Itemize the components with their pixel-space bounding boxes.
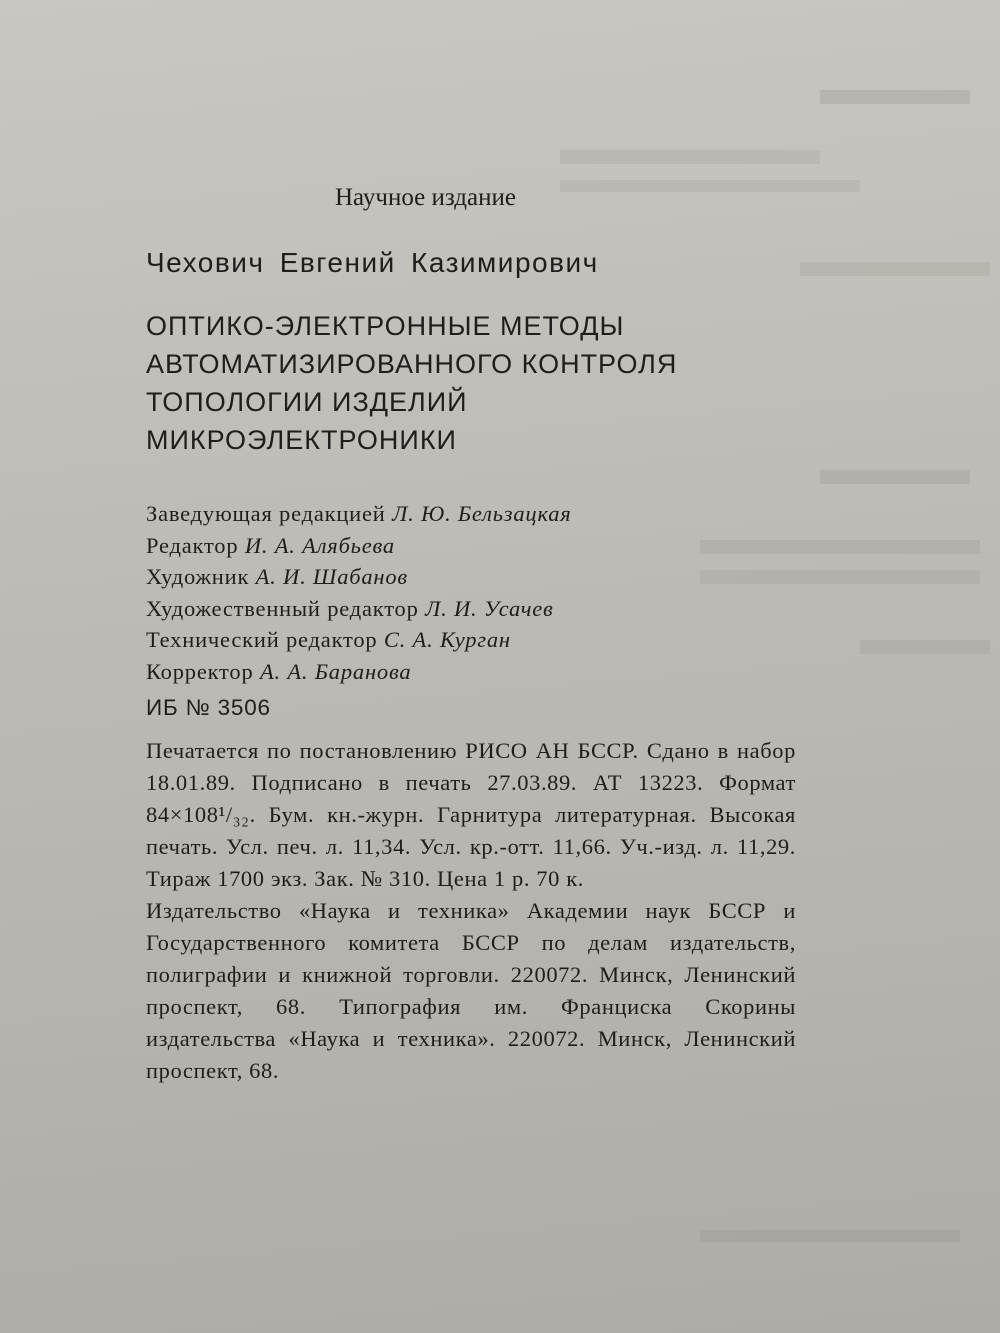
credit-name: И. А. Алябьева [244,532,395,558]
credit-role: Художественный редактор [146,595,419,621]
print-details-paragraph: Печатается по постановлению РИСО АН БССР. Сдано в набор 18.01.89. Подписано в печать 27.03.89. АТ 13223. Формат 84×108¹/₃₂. Бум. кн.-журн. Гарнитура литературная. Высокая печать. Усл. печ. л. 11,34. Усл. кр.-отт. 11,66. Уч.-изд. л. 11,29. Тираж 1700 экз. Зак. № 310. Цена 1 р. 70 к. [146,738,796,891]
credit-role: Технический редактор [146,627,378,652]
credit-role: Заведующая редакцией [146,501,386,526]
book-title [146,307,677,459]
show-through-shadow [820,90,970,104]
credit-role: Редактор [146,532,239,558]
credits-list [146,498,572,687]
credit-line [146,498,572,530]
credit-line [146,656,572,688]
credit-name: Л. Ю. Бельзацкая [392,501,572,526]
title-line: МИКРОЭЛЕКТРОНИКИ [146,425,457,455]
show-through-shadow [560,150,820,164]
credit-name: А. А. Баранова [259,658,412,684]
show-through-shadow [700,570,980,584]
credit-line [146,530,572,562]
ib-number: ИБ № 3506 [146,695,271,720]
title-line: ТОПОЛОГИИ ИЗДЕЛИЙ [146,387,468,417]
credit-line [146,561,572,593]
credit-role: Художник [146,564,250,589]
publisher-paragraph: Издательство «Наука и техника» Академии наук БССР и Государственного комитета БССР по делам издательств, полиграфии и книжной торговли. 220072. Минск, Ленинский проспект, 68. Типография им. Франциска Скорины издательства «Наука и техника». 220072. Минск, Ленинский проспект, 68. [146,898,796,1083]
credit-role: Корректор [146,658,254,684]
credit-name: А. И. Шабанов [255,564,408,589]
title-line: АВТОМАТИЗИРОВАННОГО КОНТРОЛЯ [146,349,678,379]
author-name: Чехович Евгений Казимирович [146,247,599,278]
show-through-shadow [700,540,980,554]
show-through-shadow [860,640,990,654]
credit-name: С. А. Курган [383,627,511,652]
credit-line [146,593,572,625]
series-label: Научное издание [335,184,516,211]
show-through-shadow [700,1230,960,1242]
imprint-block [146,735,796,1087]
credit-line [146,624,572,656]
title-line: ОПТИКО-ЭЛЕКТРОННЫЕ МЕТОДЫ [146,311,625,341]
show-through-shadow [800,262,990,276]
show-through-shadow [560,180,860,192]
show-through-shadow [820,470,970,484]
credit-name: Л. И. Усачев [425,595,554,621]
